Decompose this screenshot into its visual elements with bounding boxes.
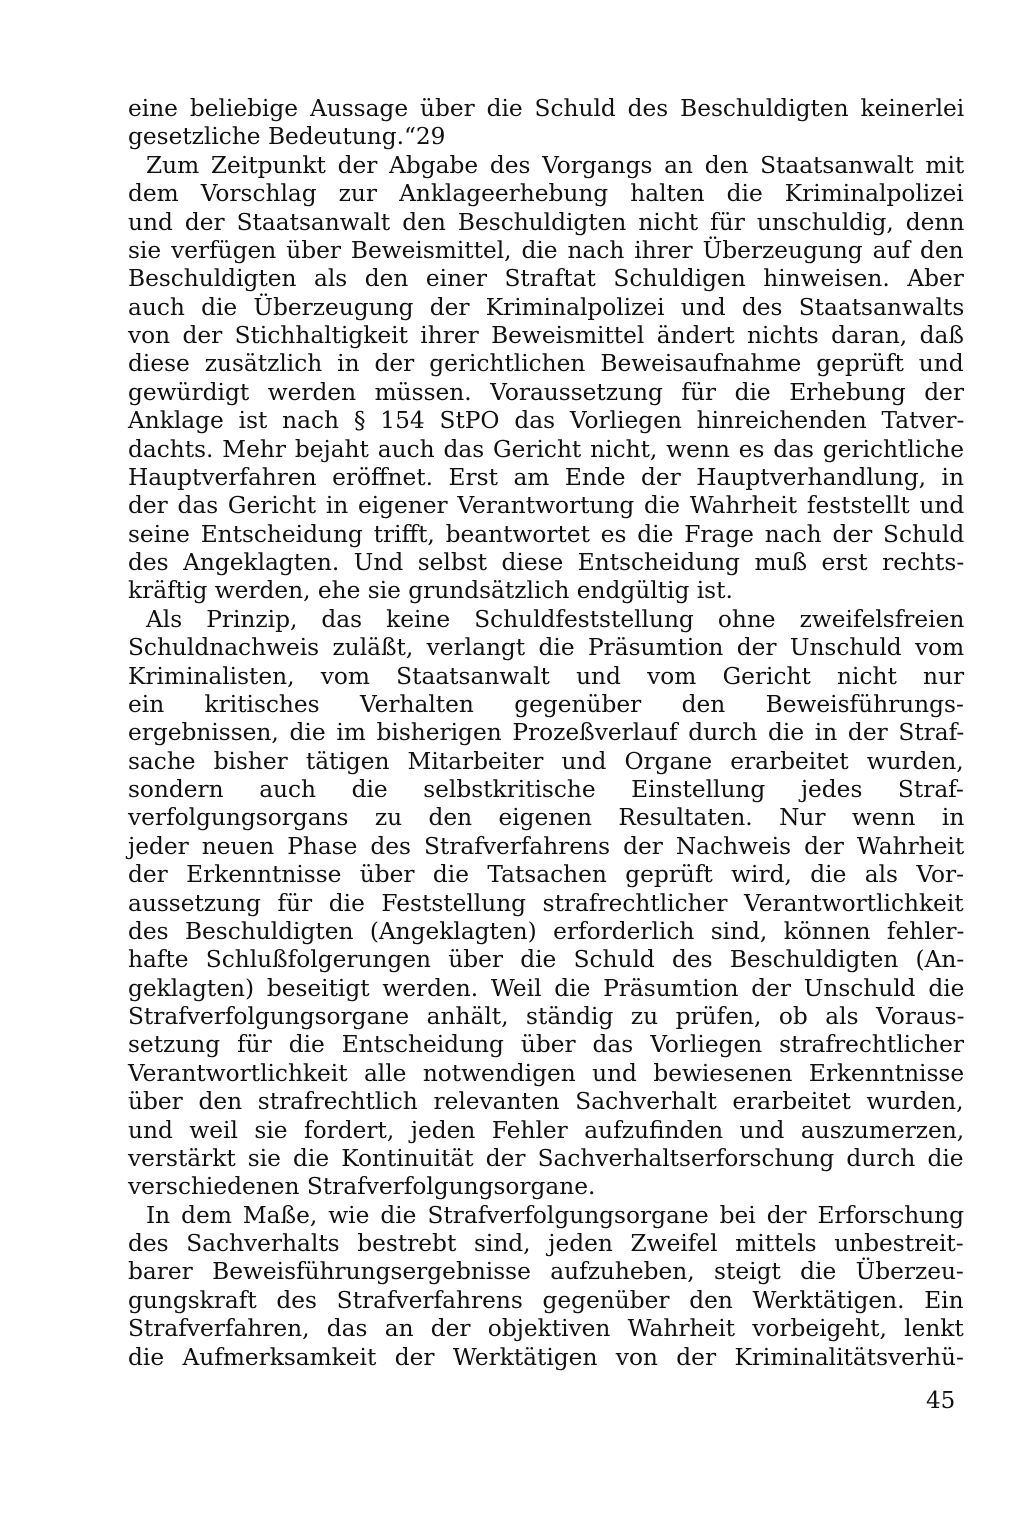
text-line: von der Stichhaltigkeit ihrer Beweismittel ändert nichts daran, daß (128, 322, 964, 350)
text-line: Beschuldigten als den einer Straftat Schuldigen hinweisen. Aber (128, 265, 964, 293)
text-line: verfolgungsorgans zu den eigenen Resultaten. Nur wenn in (128, 804, 965, 832)
text-line: gesetzliche Bedeutung.“29 (128, 123, 446, 151)
text-line: sie verfügen über Beweismittel, die nach ihrer Überzeugung auf den (128, 236, 964, 264)
text-line: Zum Zeitpunkt der Abgabe des Vorgangs an den Staatsanwalt mit (146, 151, 965, 179)
text-line: Schuldnachweis zuläßt, verlangt die Präsumtion der Unschuld vom (128, 634, 965, 662)
text-line: seine Entscheidung trifft, beantwortet es die Frage nach der Schuld (128, 520, 965, 548)
text-line: jeder neuen Phase des Strafverfahrens der Nachweis der Wahrheit (128, 832, 965, 860)
text-line: In dem Maße, wie die Strafverfolgungsorgane bei der Erforschung (146, 1201, 965, 1229)
text-line: hafte Schlußfolgerungen über die Schuld des Beschuldigten (An- (128, 946, 965, 974)
page-number: 45 (926, 1388, 956, 1414)
text-line: verschiedenen Strafverfolgungsorgane. (128, 1173, 596, 1201)
text-line: eine beliebige Aussage über die Schuld des Beschuldigten keinerlei (128, 95, 965, 122)
text-line: kräftig werden, ehe sie grundsätzlich endgültig ist. (128, 577, 733, 605)
text-line: Strafverfahren, das an der objektiven Wahrheit vorbeigeht, lenkt (128, 1315, 964, 1343)
text-line: der das Gericht in eigener Verantwortung die Wahrheit feststellt und (128, 492, 965, 520)
text-line: dem Vorschlag zur Anklageerhebung halten die Kriminalpolizei (128, 180, 964, 208)
text-line: Anklage ist nach § 154 StPO das Vorliegen hinreichenden Tatver- (128, 407, 965, 435)
text-line: Strafverfolgungsorgane anhält, ständig zu prüfen, ob als Voraus- (128, 1003, 965, 1031)
text-line: sondern auch die selbstkritische Einstellung jedes Straf- (128, 776, 964, 804)
text-line: auch die Überzeugung der Kriminalpolizei und des Staatsanwalts (128, 293, 965, 321)
text-line: über den strafrechtlich relevanten Sachverhalt erarbeitet wurden, (128, 1088, 964, 1116)
text-line: Als Prinzip, das keine Schuldfeststellung ohne zweifelsfreien (146, 605, 965, 633)
text-line: des Sachverhalts bestrebt sind, jeden Zweifel mittels unbestreit- (128, 1230, 964, 1258)
text-line: sache bisher tätigen Mitarbeiter und Organe erarbeitet wurden, (128, 747, 964, 775)
text-line: aussetzung für die Feststellung strafrechtlicher Verantwortlichkeit (128, 889, 964, 917)
text-line: verstärkt sie die Kontinuität der Sachverhaltserforschung durch die (128, 1144, 964, 1172)
text-line: barer Beweisführungsergebnisse aufzuheben, steigt die Überzeu- (128, 1258, 964, 1286)
text-line: gewürdigt werden müssen. Voraussetzung für die Erhebung der (128, 378, 965, 406)
text-line: setzung für die Entscheidung über das Vorliegen strafrechtlicher (128, 1031, 964, 1059)
text-line: die Aufmerksamkeit der Werktätigen von der Kriminalitätsverhü- (128, 1343, 964, 1371)
text-line: dachts. Mehr bejaht auch das Gericht nicht, wenn es das gerichtliche (128, 435, 964, 463)
text-line: Verantwortlichkeit alle notwendigen und bewiesenen Erkenntnisse (128, 1059, 965, 1087)
text-line: geklagten) beseitigt werden. Weil die Präsumtion der Unschuld die (128, 974, 965, 1002)
text-line: und weil sie fordert, jeden Fehler aufzufinden und auszumerzen, (128, 1116, 965, 1144)
text-line: ein kritisches Verhalten gegenüber den Beweisführungs- (128, 690, 964, 718)
text-line: der Erkenntnisse über die Tatsachen geprüft wird, die als Vor- (128, 861, 964, 889)
text-line: Hauptverfahren eröffnet. Erst am Ende der Hauptverhandlung, in (128, 463, 964, 491)
text-line: Kriminalisten, vom Staatsanwalt und vom Gericht nicht nur (128, 662, 965, 690)
text-line: des Beschuldigten (Angeklagten) erforderlich sind, können fehler- (128, 917, 965, 945)
text-line: des Angeklagten. Und selbst diese Entscheidung muß erst rechts- (128, 549, 965, 577)
text-line: gungskraft des Strafverfahrens gegenüber den Werktätigen. Ein (128, 1286, 964, 1314)
text-line: ergebnissen, die im bisherigen Prozeßverlauf durch die in der Straf- (128, 719, 965, 747)
text-line: diese zusätzlich in der gerichtlichen Beweisaufnahme geprüft und (128, 350, 964, 378)
text-line: und der Staatsanwalt den Beschuldigten nicht für unschuldig, denn (128, 208, 965, 236)
